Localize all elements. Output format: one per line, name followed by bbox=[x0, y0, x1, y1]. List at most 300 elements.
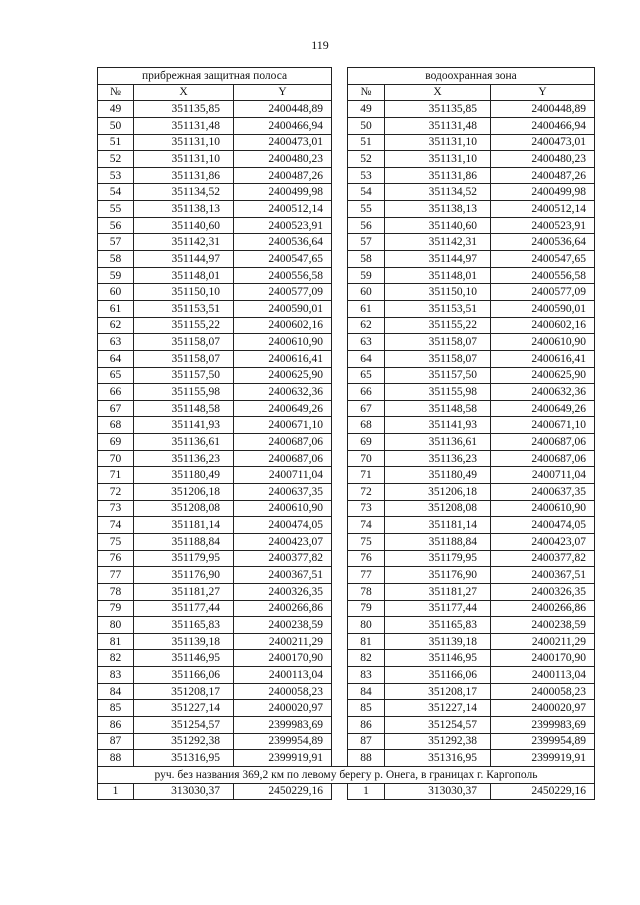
point-number: 87 bbox=[98, 733, 134, 750]
x-coordinate: 351142,31 bbox=[134, 234, 234, 251]
point-number: 86 bbox=[348, 716, 385, 733]
river-name: руч. без названия 369,2 км по левому берегу р. Онега, в границах г. Каргополь bbox=[98, 766, 595, 783]
point-number: 77 bbox=[348, 567, 385, 584]
y-coordinate: 2400602,16 bbox=[234, 317, 332, 334]
point-number: 72 bbox=[348, 484, 385, 501]
y-coordinate: 2400632,36 bbox=[491, 384, 595, 401]
y-coordinate: 2400547,65 bbox=[234, 251, 332, 268]
x-coordinate: 351135,85 bbox=[134, 101, 234, 118]
page-number: 119 bbox=[311, 38, 329, 52]
y-coordinate: 2400671,10 bbox=[491, 417, 595, 434]
y-coordinate: 2400499,98 bbox=[234, 184, 332, 201]
point-number: 49 bbox=[98, 101, 134, 118]
y-coordinate: 2400448,89 bbox=[234, 101, 332, 118]
point-number: 57 bbox=[348, 234, 385, 251]
y-coordinate: 2400523,91 bbox=[234, 217, 332, 234]
x-coordinate: 351131,10 bbox=[134, 151, 234, 168]
x-coordinate: 351188,84 bbox=[385, 533, 491, 550]
x-coordinate: 351166,06 bbox=[385, 667, 491, 684]
y-coordinate: 2400556,58 bbox=[234, 267, 332, 284]
table-row bbox=[98, 550, 595, 567]
column-gap bbox=[332, 450, 348, 467]
river-title-row bbox=[98, 766, 595, 783]
point-number: 53 bbox=[98, 167, 134, 184]
column-gap bbox=[332, 500, 348, 517]
x-coordinate: 351139,18 bbox=[134, 633, 234, 650]
table-row bbox=[98, 733, 595, 750]
x-coordinate: 351292,38 bbox=[134, 733, 234, 750]
x-coordinate: 351254,57 bbox=[134, 716, 234, 733]
column-gap bbox=[332, 467, 348, 484]
y-coordinate: 2400602,16 bbox=[491, 317, 595, 334]
column-gap bbox=[332, 350, 348, 367]
point-number: 56 bbox=[348, 217, 385, 234]
y-coordinate: 2400547,65 bbox=[491, 251, 595, 268]
point-number: 79 bbox=[348, 600, 385, 617]
column-gap bbox=[332, 384, 348, 401]
column-gap bbox=[332, 667, 348, 684]
column-gap bbox=[332, 484, 348, 501]
y-coordinate: 2400523,91 bbox=[491, 217, 595, 234]
point-number: 69 bbox=[348, 434, 385, 451]
x-coordinate: 351157,50 bbox=[134, 367, 234, 384]
point-number: 71 bbox=[98, 467, 134, 484]
point-number: 75 bbox=[348, 533, 385, 550]
y-coordinate: 2400238,59 bbox=[234, 617, 332, 634]
point-number: 60 bbox=[348, 284, 385, 301]
x-coordinate: 351155,22 bbox=[385, 317, 491, 334]
table-row bbox=[98, 600, 595, 617]
point-number: 50 bbox=[98, 117, 134, 134]
column-gap bbox=[332, 783, 348, 800]
point-number: 80 bbox=[348, 617, 385, 634]
table-row bbox=[98, 650, 595, 667]
point-number: 65 bbox=[348, 367, 385, 384]
y-coordinate: 2400367,51 bbox=[491, 567, 595, 584]
x-coordinate: 351138,13 bbox=[134, 201, 234, 218]
y-coordinate: 2400326,35 bbox=[491, 583, 595, 600]
y-coordinate: 2400616,41 bbox=[491, 350, 595, 367]
x-coordinate: 351227,14 bbox=[385, 700, 491, 717]
point-number: 77 bbox=[98, 567, 134, 584]
y-coordinate: 2400466,94 bbox=[491, 117, 595, 134]
x-coordinate: 351166,06 bbox=[134, 667, 234, 684]
x-coordinate: 351208,08 bbox=[385, 500, 491, 517]
x-coordinate: 351316,95 bbox=[134, 750, 234, 767]
y-coordinate: 2400632,36 bbox=[234, 384, 332, 401]
x-coordinate: 351208,17 bbox=[385, 683, 491, 700]
column-gap bbox=[332, 117, 348, 134]
point-number: 81 bbox=[348, 633, 385, 650]
y-coordinate: 2400625,90 bbox=[491, 367, 595, 384]
column-gap bbox=[332, 650, 348, 667]
y-coordinate: 2399954,89 bbox=[491, 733, 595, 750]
x-coordinate: 351206,18 bbox=[134, 484, 234, 501]
y-coordinate: 2400499,98 bbox=[491, 184, 595, 201]
x-coordinate: 351136,23 bbox=[385, 450, 491, 467]
table-row bbox=[98, 583, 595, 600]
y-coordinate: 2400473,01 bbox=[234, 134, 332, 151]
table-row bbox=[98, 167, 595, 184]
column-gap bbox=[332, 251, 348, 268]
y-coordinate: 2400687,06 bbox=[234, 434, 332, 451]
y-coordinate: 2400058,23 bbox=[491, 683, 595, 700]
column-gap bbox=[332, 101, 348, 118]
column-gap bbox=[332, 151, 348, 168]
point-number: 86 bbox=[98, 716, 134, 733]
y-coordinate: 2400536,64 bbox=[234, 234, 332, 251]
y-coordinate: 2400610,90 bbox=[491, 500, 595, 517]
point-number: 73 bbox=[98, 500, 134, 517]
point-number: 59 bbox=[348, 267, 385, 284]
x-coordinate: 351208,08 bbox=[134, 500, 234, 517]
y-coordinate: 2400610,90 bbox=[234, 334, 332, 351]
y-coordinate: 2400113,04 bbox=[234, 667, 332, 684]
x-coordinate: 351142,31 bbox=[385, 234, 491, 251]
x-coordinate: 351150,10 bbox=[385, 284, 491, 301]
table-row bbox=[98, 617, 595, 634]
x-coordinate: 351158,07 bbox=[134, 350, 234, 367]
table-row bbox=[98, 700, 595, 717]
y-coordinate: 2400448,89 bbox=[491, 101, 595, 118]
x-coordinate: 351158,07 bbox=[385, 350, 491, 367]
point-number: 57 bbox=[98, 234, 134, 251]
x-coordinate: 313030,37 bbox=[134, 783, 234, 800]
table-row bbox=[98, 334, 595, 351]
point-number: 67 bbox=[348, 400, 385, 417]
column-gap bbox=[332, 617, 348, 634]
y-coordinate: 2400480,23 bbox=[491, 151, 595, 168]
point-number: 85 bbox=[98, 700, 134, 717]
point-number: 83 bbox=[348, 667, 385, 684]
header-x: X bbox=[134, 84, 234, 101]
y-coordinate: 2400367,51 bbox=[234, 567, 332, 584]
point-number: 51 bbox=[348, 134, 385, 151]
y-coordinate: 2400610,90 bbox=[491, 334, 595, 351]
column-gap bbox=[332, 84, 348, 101]
point-number: 76 bbox=[348, 550, 385, 567]
x-coordinate: 351146,95 bbox=[134, 650, 234, 667]
table-row bbox=[98, 683, 595, 700]
x-coordinate: 351158,07 bbox=[385, 334, 491, 351]
y-coordinate: 2400170,90 bbox=[234, 650, 332, 667]
point-number: 78 bbox=[348, 583, 385, 600]
point-number: 60 bbox=[98, 284, 134, 301]
table-row bbox=[98, 251, 595, 268]
table-row bbox=[98, 151, 595, 168]
point-number: 62 bbox=[98, 317, 134, 334]
x-coordinate: 351254,57 bbox=[385, 716, 491, 733]
point-number: 67 bbox=[98, 400, 134, 417]
point-number: 76 bbox=[98, 550, 134, 567]
column-gap bbox=[332, 750, 348, 767]
column-gap bbox=[332, 733, 348, 750]
column-gap bbox=[332, 533, 348, 550]
column-gap bbox=[332, 217, 348, 234]
table-row bbox=[98, 450, 595, 467]
table-row bbox=[98, 284, 595, 301]
x-coordinate: 351227,14 bbox=[134, 700, 234, 717]
x-coordinate: 351165,83 bbox=[385, 617, 491, 634]
y-coordinate: 2400473,01 bbox=[491, 134, 595, 151]
y-coordinate: 2400113,04 bbox=[491, 667, 595, 684]
point-number: 54 bbox=[98, 184, 134, 201]
point-number: 79 bbox=[98, 600, 134, 617]
x-coordinate: 351180,49 bbox=[385, 467, 491, 484]
x-coordinate: 351140,60 bbox=[385, 217, 491, 234]
point-number: 56 bbox=[98, 217, 134, 234]
x-coordinate: 351158,07 bbox=[134, 334, 234, 351]
point-number: 61 bbox=[348, 300, 385, 317]
table-row bbox=[98, 201, 595, 218]
y-coordinate: 2400423,07 bbox=[234, 533, 332, 550]
table-row bbox=[98, 716, 595, 733]
header-x: X bbox=[385, 84, 491, 101]
x-coordinate: 351135,85 bbox=[385, 101, 491, 118]
column-gap bbox=[332, 334, 348, 351]
table-row bbox=[98, 533, 595, 550]
point-number: 54 bbox=[348, 184, 385, 201]
x-coordinate: 351155,22 bbox=[134, 317, 234, 334]
table-row bbox=[98, 101, 595, 118]
table-row bbox=[98, 267, 595, 284]
point-number: 75 bbox=[98, 533, 134, 550]
point-number: 64 bbox=[348, 350, 385, 367]
table-row bbox=[98, 350, 595, 367]
x-coordinate: 351188,84 bbox=[134, 533, 234, 550]
x-coordinate: 313030,37 bbox=[385, 783, 491, 800]
y-coordinate: 2400466,94 bbox=[234, 117, 332, 134]
point-number: 63 bbox=[98, 334, 134, 351]
point-number: 83 bbox=[98, 667, 134, 684]
column-gap bbox=[332, 716, 348, 733]
point-number: 73 bbox=[348, 500, 385, 517]
x-coordinate: 351292,38 bbox=[385, 733, 491, 750]
x-coordinate: 351153,51 bbox=[385, 300, 491, 317]
y-coordinate: 2400536,64 bbox=[491, 234, 595, 251]
y-coordinate: 2400058,23 bbox=[234, 683, 332, 700]
point-number: 74 bbox=[98, 517, 134, 534]
table-row bbox=[98, 384, 595, 401]
table-row bbox=[98, 567, 595, 584]
x-coordinate: 351131,10 bbox=[385, 134, 491, 151]
y-coordinate: 2400326,35 bbox=[234, 583, 332, 600]
point-number: 59 bbox=[98, 267, 134, 284]
column-gap bbox=[332, 300, 348, 317]
y-coordinate: 2400487,26 bbox=[234, 167, 332, 184]
x-coordinate: 351131,48 bbox=[134, 117, 234, 134]
x-coordinate: 351176,90 bbox=[134, 567, 234, 584]
point-number: 82 bbox=[348, 650, 385, 667]
y-coordinate: 2400474,05 bbox=[234, 517, 332, 534]
x-coordinate: 351148,01 bbox=[134, 267, 234, 284]
y-coordinate: 2400377,82 bbox=[234, 550, 332, 567]
x-coordinate: 351144,97 bbox=[134, 251, 234, 268]
point-number: 88 bbox=[98, 750, 134, 767]
column-gap bbox=[332, 317, 348, 334]
point-number: 85 bbox=[348, 700, 385, 717]
y-coordinate: 2450229,16 bbox=[234, 783, 332, 800]
point-number: 74 bbox=[348, 517, 385, 534]
point-number: 66 bbox=[98, 384, 134, 401]
column-gap bbox=[332, 167, 348, 184]
y-coordinate: 2399983,69 bbox=[491, 716, 595, 733]
column-gap bbox=[332, 284, 348, 301]
x-coordinate: 351148,01 bbox=[385, 267, 491, 284]
x-coordinate: 351146,95 bbox=[385, 650, 491, 667]
table-row bbox=[98, 317, 595, 334]
point-number: 63 bbox=[348, 334, 385, 351]
x-coordinate: 351181,14 bbox=[385, 517, 491, 534]
x-coordinate: 351140,60 bbox=[134, 217, 234, 234]
column-gap bbox=[332, 367, 348, 384]
point-number: 65 bbox=[98, 367, 134, 384]
point-number: 64 bbox=[98, 350, 134, 367]
table-row bbox=[98, 500, 595, 517]
table-row bbox=[98, 783, 595, 800]
column-gap bbox=[332, 550, 348, 567]
point-number: 80 bbox=[98, 617, 134, 634]
header-num: № bbox=[98, 84, 134, 101]
y-coordinate: 2399983,69 bbox=[234, 716, 332, 733]
x-coordinate: 351148,58 bbox=[385, 400, 491, 417]
header-y: Y bbox=[234, 84, 332, 101]
point-number: 81 bbox=[98, 633, 134, 650]
y-coordinate: 2400687,06 bbox=[234, 450, 332, 467]
point-number: 58 bbox=[98, 251, 134, 268]
y-coordinate: 2400556,58 bbox=[491, 267, 595, 284]
point-number: 70 bbox=[98, 450, 134, 467]
y-coordinate: 2400577,09 bbox=[234, 284, 332, 301]
column-gap bbox=[332, 267, 348, 284]
column-gap bbox=[332, 234, 348, 251]
y-coordinate: 2400590,01 bbox=[491, 300, 595, 317]
table-row bbox=[98, 300, 595, 317]
x-coordinate: 351136,61 bbox=[385, 434, 491, 451]
column-gap bbox=[332, 134, 348, 151]
section-header-row bbox=[98, 68, 595, 85]
column-gap bbox=[332, 184, 348, 201]
x-coordinate: 351176,90 bbox=[385, 567, 491, 584]
point-number: 51 bbox=[98, 134, 134, 151]
column-gap bbox=[332, 201, 348, 218]
header-num: № bbox=[348, 84, 385, 101]
x-coordinate: 351208,17 bbox=[134, 683, 234, 700]
point-number: 88 bbox=[348, 750, 385, 767]
x-coordinate: 351144,97 bbox=[385, 251, 491, 268]
point-number: 49 bbox=[348, 101, 385, 118]
x-coordinate: 351155,98 bbox=[385, 384, 491, 401]
point-number: 61 bbox=[98, 300, 134, 317]
x-coordinate: 351157,50 bbox=[385, 367, 491, 384]
point-number: 50 bbox=[348, 117, 385, 134]
x-coordinate: 351131,10 bbox=[134, 134, 234, 151]
y-coordinate: 2400211,29 bbox=[234, 633, 332, 650]
point-number: 68 bbox=[348, 417, 385, 434]
section-title-coastal-strip: прибрежная защитная полоса bbox=[98, 68, 332, 85]
table-row bbox=[98, 367, 595, 384]
point-number: 52 bbox=[348, 151, 385, 168]
x-coordinate: 351139,18 bbox=[385, 633, 491, 650]
column-gap bbox=[332, 567, 348, 584]
table-row bbox=[98, 417, 595, 434]
x-coordinate: 351150,10 bbox=[134, 284, 234, 301]
table-row bbox=[98, 434, 595, 451]
point-number: 69 bbox=[98, 434, 134, 451]
y-coordinate: 2400637,35 bbox=[491, 484, 595, 501]
x-coordinate: 351131,86 bbox=[385, 167, 491, 184]
point-number: 68 bbox=[98, 417, 134, 434]
y-coordinate: 2400711,04 bbox=[491, 467, 595, 484]
column-gap bbox=[332, 583, 348, 600]
column-header-row bbox=[98, 84, 595, 101]
y-coordinate: 2400512,14 bbox=[234, 201, 332, 218]
y-coordinate: 2400211,29 bbox=[491, 633, 595, 650]
y-coordinate: 2400637,35 bbox=[234, 484, 332, 501]
table-row bbox=[98, 667, 595, 684]
x-coordinate: 351136,61 bbox=[134, 434, 234, 451]
point-number: 52 bbox=[98, 151, 134, 168]
column-gap bbox=[332, 417, 348, 434]
column-gap bbox=[332, 68, 348, 85]
x-coordinate: 351153,51 bbox=[134, 300, 234, 317]
y-coordinate: 2400474,05 bbox=[491, 517, 595, 534]
table-row bbox=[98, 234, 595, 251]
point-number: 1 bbox=[348, 783, 385, 800]
column-gap bbox=[332, 633, 348, 650]
point-number: 55 bbox=[348, 201, 385, 218]
section-title-water-protection-zone: водоохранная зона bbox=[348, 68, 595, 85]
point-number: 72 bbox=[98, 484, 134, 501]
y-coordinate: 2400266,86 bbox=[491, 600, 595, 617]
x-coordinate: 351316,95 bbox=[385, 750, 491, 767]
y-coordinate: 2400671,10 bbox=[234, 417, 332, 434]
column-gap bbox=[332, 434, 348, 451]
x-coordinate: 351141,93 bbox=[385, 417, 491, 434]
table-row bbox=[98, 467, 595, 484]
x-coordinate: 351177,44 bbox=[134, 600, 234, 617]
x-coordinate: 351148,58 bbox=[134, 400, 234, 417]
x-coordinate: 351131,10 bbox=[385, 151, 491, 168]
y-coordinate: 2400711,04 bbox=[234, 467, 332, 484]
table-row bbox=[98, 484, 595, 501]
y-coordinate: 2400649,26 bbox=[491, 400, 595, 417]
y-coordinate: 2400610,90 bbox=[234, 500, 332, 517]
point-number: 78 bbox=[98, 583, 134, 600]
x-coordinate: 351131,86 bbox=[134, 167, 234, 184]
x-coordinate: 351138,13 bbox=[385, 201, 491, 218]
y-coordinate: 2400616,41 bbox=[234, 350, 332, 367]
column-gap bbox=[332, 683, 348, 700]
y-coordinate: 2400020,97 bbox=[491, 700, 595, 717]
column-gap bbox=[332, 517, 348, 534]
table-row bbox=[98, 750, 595, 767]
x-coordinate: 351136,23 bbox=[134, 450, 234, 467]
x-coordinate: 351134,52 bbox=[385, 184, 491, 201]
y-coordinate: 2400590,01 bbox=[234, 300, 332, 317]
x-coordinate: 351206,18 bbox=[385, 484, 491, 501]
x-coordinate: 351141,93 bbox=[134, 417, 234, 434]
point-number: 53 bbox=[348, 167, 385, 184]
x-coordinate: 351155,98 bbox=[134, 384, 234, 401]
point-number: 62 bbox=[348, 317, 385, 334]
x-coordinate: 351131,48 bbox=[385, 117, 491, 134]
x-coordinate: 351165,83 bbox=[134, 617, 234, 634]
point-number: 82 bbox=[98, 650, 134, 667]
y-coordinate: 2400480,23 bbox=[234, 151, 332, 168]
point-number: 71 bbox=[348, 467, 385, 484]
table-row bbox=[98, 217, 595, 234]
